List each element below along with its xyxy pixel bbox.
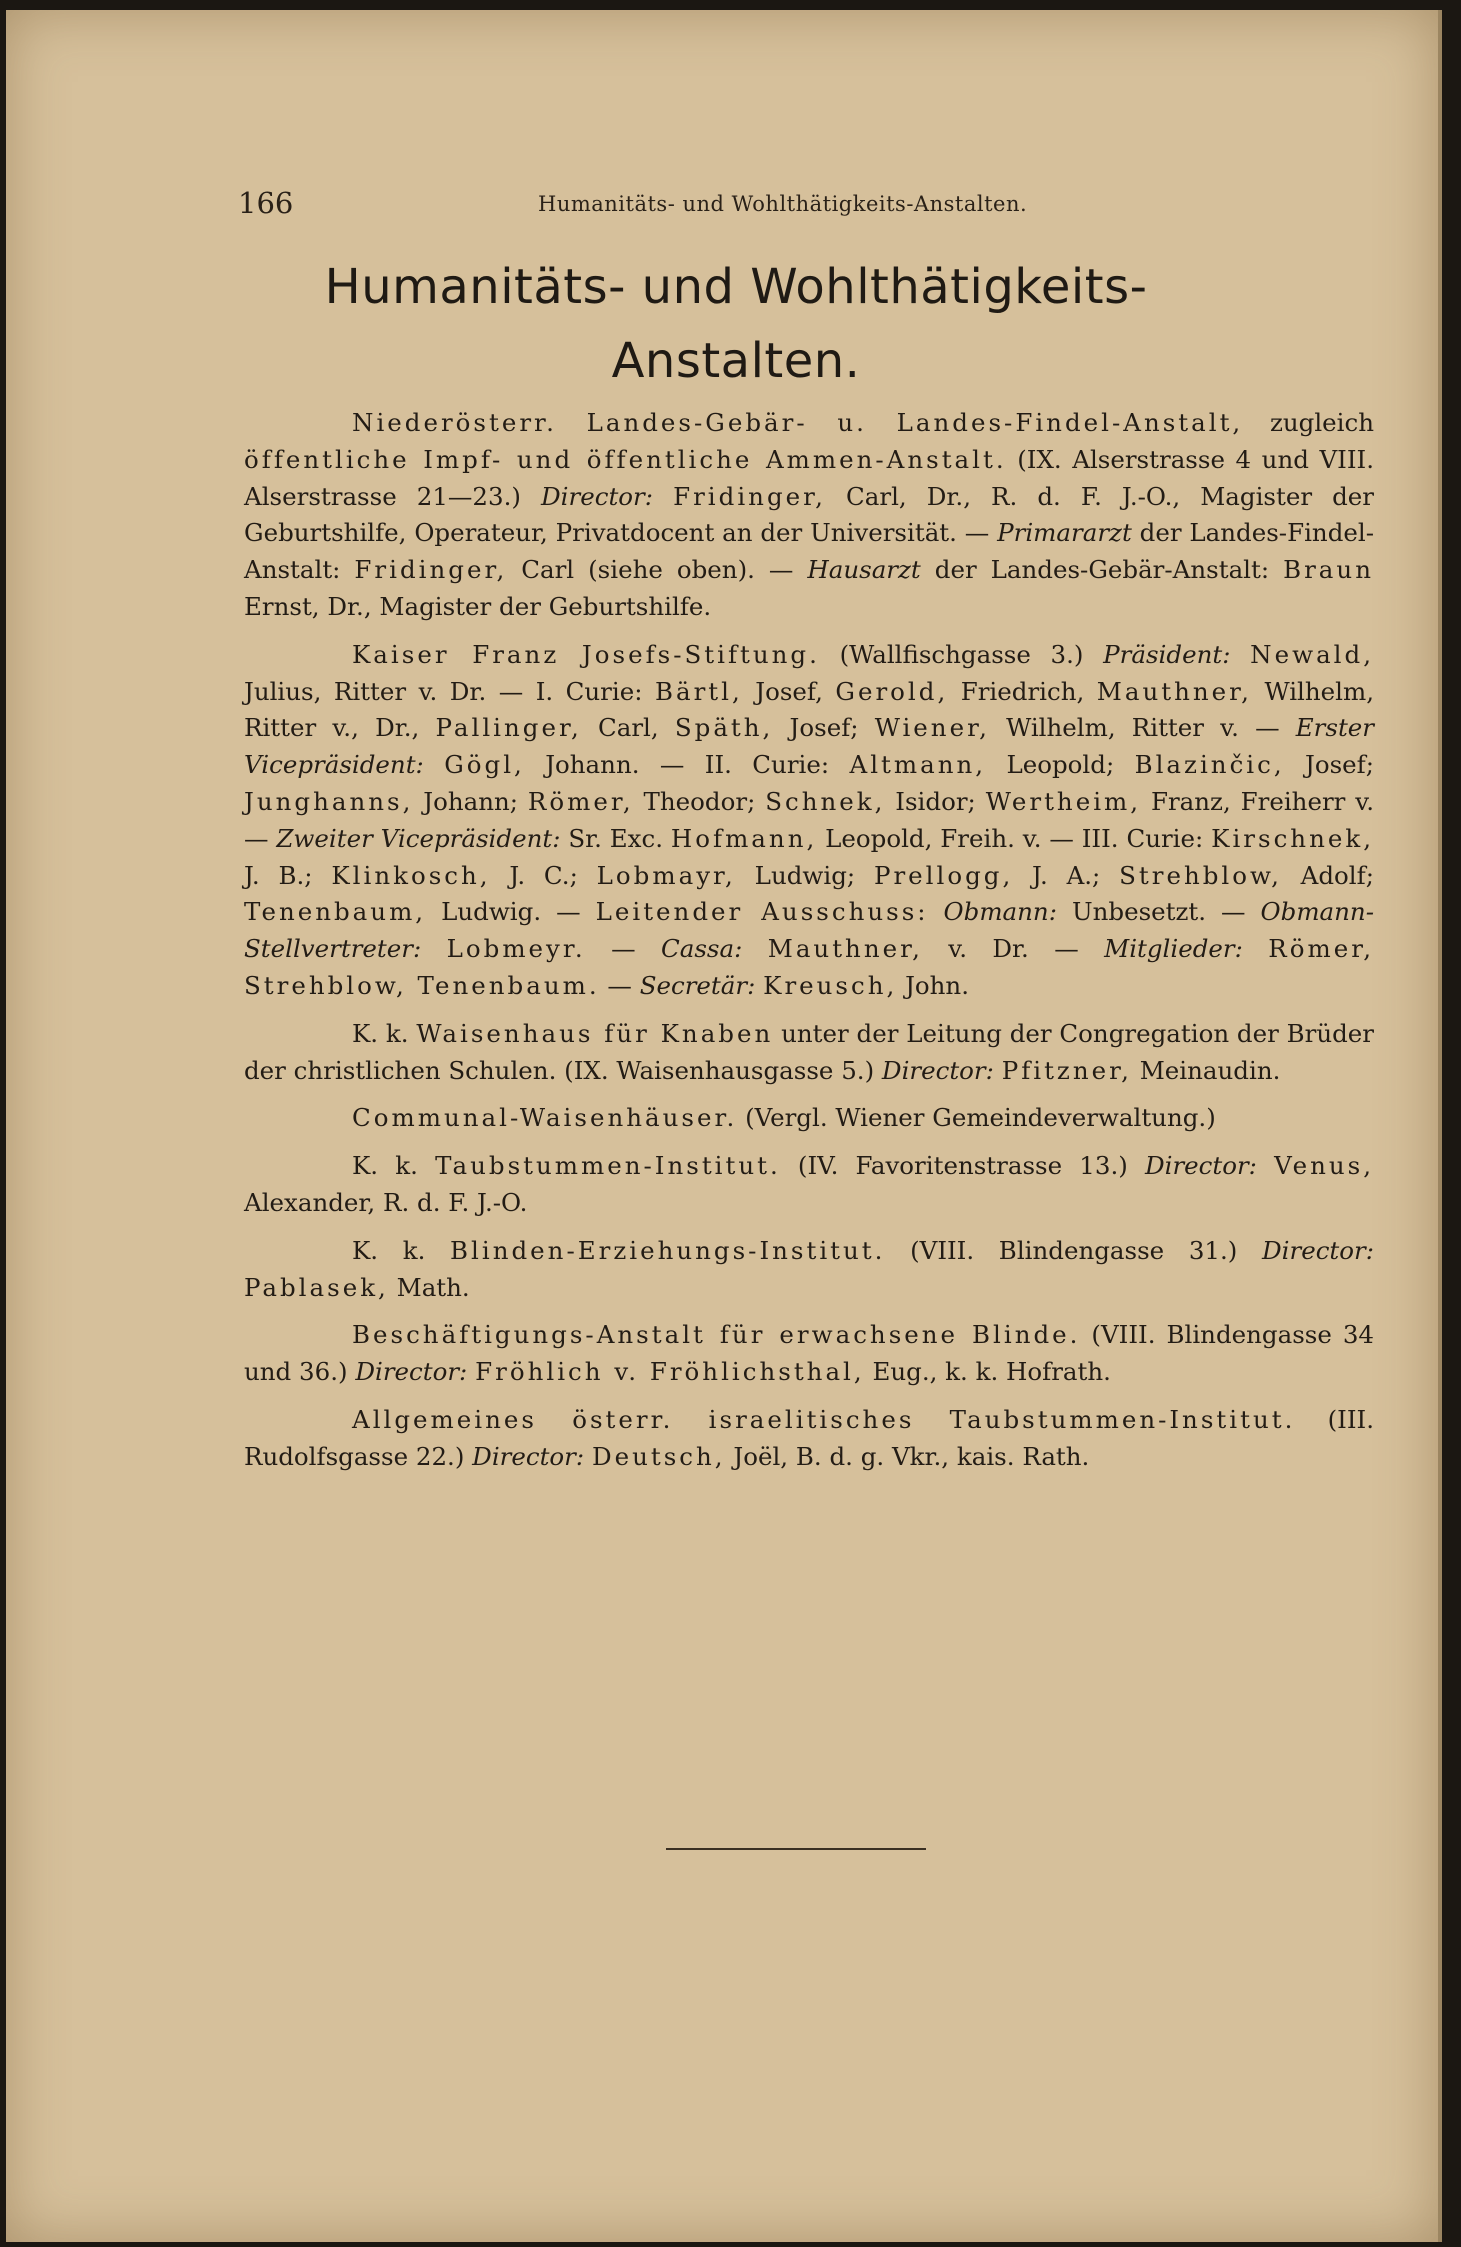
emphasized-name: Newald,	[1250, 639, 1374, 669]
role-label: Director:	[1262, 1235, 1374, 1265]
entry-text: Carl (siehe oben). —	[507, 555, 808, 585]
role-label: Hausarzt	[807, 555, 921, 585]
entry-text	[742, 934, 767, 963]
entry-text: Josef,	[742, 676, 836, 706]
entry-text	[424, 750, 444, 779]
institution-entry	[244, 1402, 1374, 1476]
entry-text: unter der Leitung der Congregation der Brüder der christlichen Schulen. (IX. Waisenhausgasse 5.)	[244, 1018, 1375, 1085]
chapter-title-line-2: Anstalten.	[611, 333, 861, 389]
role-label: Präsident:	[1103, 639, 1231, 669]
entry-text: Josef;	[773, 713, 875, 743]
role-label: Mitglieder:	[1104, 934, 1243, 964]
entry-text: —	[599, 970, 640, 1000]
entry-text	[929, 897, 944, 926]
entry-text: J. A.;	[1013, 860, 1120, 890]
emphasized-name: Prellogg,	[873, 860, 1014, 890]
emphasized-name: Blazinčic,	[1134, 750, 1285, 780]
institution-entry	[244, 1100, 1374, 1137]
entry-text: Julius, Ritter v. Dr. — I. Curie:	[244, 676, 655, 706]
running-title: Humanitäts- und Wohlthätigkeits-Anstalten.	[538, 192, 1028, 216]
entry-text: Ludwig. —	[426, 897, 596, 927]
entry-text: v. Dr. —	[922, 934, 1105, 964]
emphasized-name: Römer,	[527, 786, 634, 816]
emphasized-name: Niederösterr. Landes-Gebär- u. Landes-Findel-Anstalt,	[352, 408, 1244, 437]
entry-text	[994, 1056, 1002, 1085]
role-label: Erster Vicepräsident:	[244, 713, 1375, 780]
emphasized-name: Waisenhaus für Knaben	[416, 1018, 774, 1048]
emphasized-name: Taubstummen-Institut.	[435, 1151, 781, 1181]
institution-entry	[244, 1016, 1374, 1090]
emphasized-name: Kaiser Franz Josefs-Stiftung.	[352, 639, 820, 669]
emphasized-name: Communal-Waisenhäuser.	[352, 1103, 738, 1133]
entry-text: (Vergl. Wiener Gemeindeverwaltung.)	[737, 1103, 1216, 1133]
role-label: Director:	[881, 1055, 994, 1085]
emphasized-name: Fröhlich v. Fröhlichsthal,	[475, 1357, 865, 1387]
entry-text: (IX. Alserstrasse 4 und VIII. Alserstrasse 21—23.)	[244, 444, 1374, 511]
emphasized-name: Leitender Ausschuss:	[595, 897, 929, 927]
entry-text: Ernst, Dr., Magister der Geburtshilfe.	[244, 591, 712, 621]
entry-text	[1230, 640, 1250, 669]
entry-text: Eug., k. k. Hofrath.	[864, 1357, 1111, 1387]
entry-text	[421, 934, 446, 963]
emphasized-name: Junghanns,	[244, 786, 414, 816]
entry-text: (IV. Favoritenstrasse 13.)	[780, 1151, 1145, 1181]
emphasized-name: Mauthner,	[1096, 676, 1252, 706]
institution-entry	[244, 1148, 1374, 1222]
emphasized-name: öffentliche Impf- und öffentliche Ammen-Anstalt.	[244, 444, 1007, 474]
entry-text: Math.	[388, 1272, 470, 1302]
role-label: Obmann-Stellvertreter:	[244, 897, 1374, 964]
entry-text: Friedrich,	[948, 676, 1097, 706]
emphasized-name: Kreusch,	[763, 970, 898, 1000]
emphasized-name: Deutsch,	[591, 1441, 726, 1471]
emphasized-name: Strehblow,	[1119, 860, 1282, 890]
emphasized-name: Schnek,	[765, 786, 886, 816]
emphasized-name: Wiener,	[874, 713, 990, 743]
entry-text	[467, 1357, 475, 1386]
emphasized-name: Hofmann,	[670, 823, 818, 853]
entry-text: Alexander, R. d. F. J.-O.	[244, 1187, 528, 1217]
emphasized-name: Gerold,	[835, 676, 949, 706]
entry-text: Joël, B. d. g. Vkr., kais. Rath.	[725, 1441, 1090, 1471]
entry-text: Ludwig;	[735, 860, 874, 890]
entry-text: K. k.	[352, 1151, 436, 1181]
emphasized-name: Beschäftigungs-Anstalt für erwachsene Blinde.	[352, 1320, 1081, 1350]
role-label: Secretär:	[639, 970, 756, 1000]
role-label: Director:	[541, 481, 654, 511]
emphasized-name: Bärtl,	[654, 676, 743, 706]
emphasized-name: Gögl,	[444, 750, 525, 780]
emphasized-name: Braun	[1283, 555, 1374, 585]
running-header	[238, 186, 1108, 226]
role-label: Obmann:	[943, 897, 1057, 927]
entry-text: Theodor;	[633, 786, 766, 816]
emphasized-name: Pablasek,	[244, 1272, 389, 1302]
entry-text: (III. Rudolfsgasse 22.)	[244, 1404, 1374, 1471]
emphasized-name: Altmann,	[849, 750, 987, 780]
emphasized-name: Blinden-Erziehungs-Institut.	[450, 1235, 886, 1265]
entry-text: der Landes-Findel-Anstalt:	[244, 518, 1374, 585]
role-label: Cassa:	[660, 934, 743, 964]
entry-text: zugleich	[1243, 408, 1374, 437]
entry-text	[653, 482, 673, 511]
emphasized-name: Wertheim,	[985, 786, 1142, 816]
entry-text: Franz, Freiherr v. —	[244, 786, 1374, 853]
entry-text: Wilhelm, Ritter v. —	[989, 713, 1296, 743]
emphasized-name: Tenenbaum,	[244, 897, 427, 927]
entry-text	[755, 971, 763, 1000]
institution-entry	[244, 637, 1374, 1005]
entry-text: Meinaudin.	[1131, 1055, 1281, 1085]
entry-text: Unbesetzt. —	[1056, 897, 1261, 927]
entry-text: Leopold;	[986, 750, 1135, 780]
emphasized-name: Späth,	[674, 713, 774, 743]
entry-text: Wilhelm, Ritter v., Dr.,	[244, 676, 1375, 743]
emphasized-name: Lobmeyr.	[446, 934, 586, 964]
entry-text: (Wallfischgasse 3.)	[819, 639, 1104, 669]
entry-text: J. B.;	[244, 860, 332, 890]
chapter-title	[206, 250, 1266, 398]
entry-text: Isidor;	[885, 786, 986, 816]
role-label: Director:	[472, 1441, 585, 1471]
institution-list	[244, 405, 1374, 1487]
entry-text: Leopold, Freih. v. — III. Curie:	[817, 823, 1212, 853]
entry-text: Carl, Dr., R. d. F. J.-O., Magister der Geburtshilfe, Operateur, Privatdocent an der Universität. —	[244, 481, 1375, 548]
chapter-title-line-1: Humanitäts- und Wohlthätigkeits-	[324, 259, 1148, 315]
entry-text: Sr. Exc.	[560, 823, 671, 853]
institution-entry	[244, 1233, 1374, 1307]
entry-text: J. C.;	[490, 860, 597, 890]
emphasized-name: Pfitzner,	[1001, 1055, 1132, 1085]
emphasized-name: Lobmayr,	[596, 860, 736, 890]
emphasized-name: Pallinger,	[435, 713, 582, 743]
entry-text: Johann;	[413, 786, 528, 816]
entry-text: der Landes-Gebär-Anstalt:	[920, 555, 1284, 585]
emphasized-name: Fridinger,	[673, 481, 826, 511]
entry-text	[584, 1442, 592, 1471]
entry-text: Josef;	[1284, 750, 1374, 780]
entry-text: (VIII. Blindengasse 31.)	[885, 1235, 1262, 1265]
page-number: 166	[238, 186, 294, 220]
entry-text: John.	[897, 970, 970, 1000]
emphasized-name: Fridinger,	[354, 555, 508, 585]
role-label: Primararzt	[997, 518, 1132, 548]
role-label: Zweiter Vicepräsident:	[276, 823, 561, 853]
emphasized-name: Allgemeines österr. israelitisches Taubstummen-Institut.	[352, 1404, 1296, 1434]
emphasized-name: Venus,	[1274, 1151, 1374, 1181]
entry-text: Carl,	[581, 713, 675, 743]
entry-text	[1243, 934, 1268, 963]
institution-entry	[244, 405, 1374, 626]
end-rule	[666, 1848, 926, 1850]
entry-text: Johann. — II. Curie:	[524, 750, 850, 780]
entry-text: K. k.	[352, 1235, 451, 1265]
institution-entry	[244, 1317, 1374, 1391]
entry-text	[1257, 1151, 1274, 1180]
entry-text: —	[585, 934, 661, 964]
role-label: Director:	[1144, 1151, 1257, 1181]
emphasized-name: Mauthner,	[767, 934, 923, 964]
emphasized-name: Klinkosch,	[331, 860, 491, 890]
entry-text: (VIII. Blindengasse 34 und 36.)	[244, 1320, 1374, 1387]
entry-text: K. k.	[352, 1018, 417, 1048]
emphasized-name: Kirschnek,	[1211, 823, 1374, 853]
emphasized-name: Römer, Strehblow, Tenenbaum.	[244, 934, 1375, 1000]
entry-text: Adolf;	[1281, 860, 1374, 890]
role-label: Director:	[355, 1357, 468, 1387]
book-page	[6, 10, 1442, 2242]
